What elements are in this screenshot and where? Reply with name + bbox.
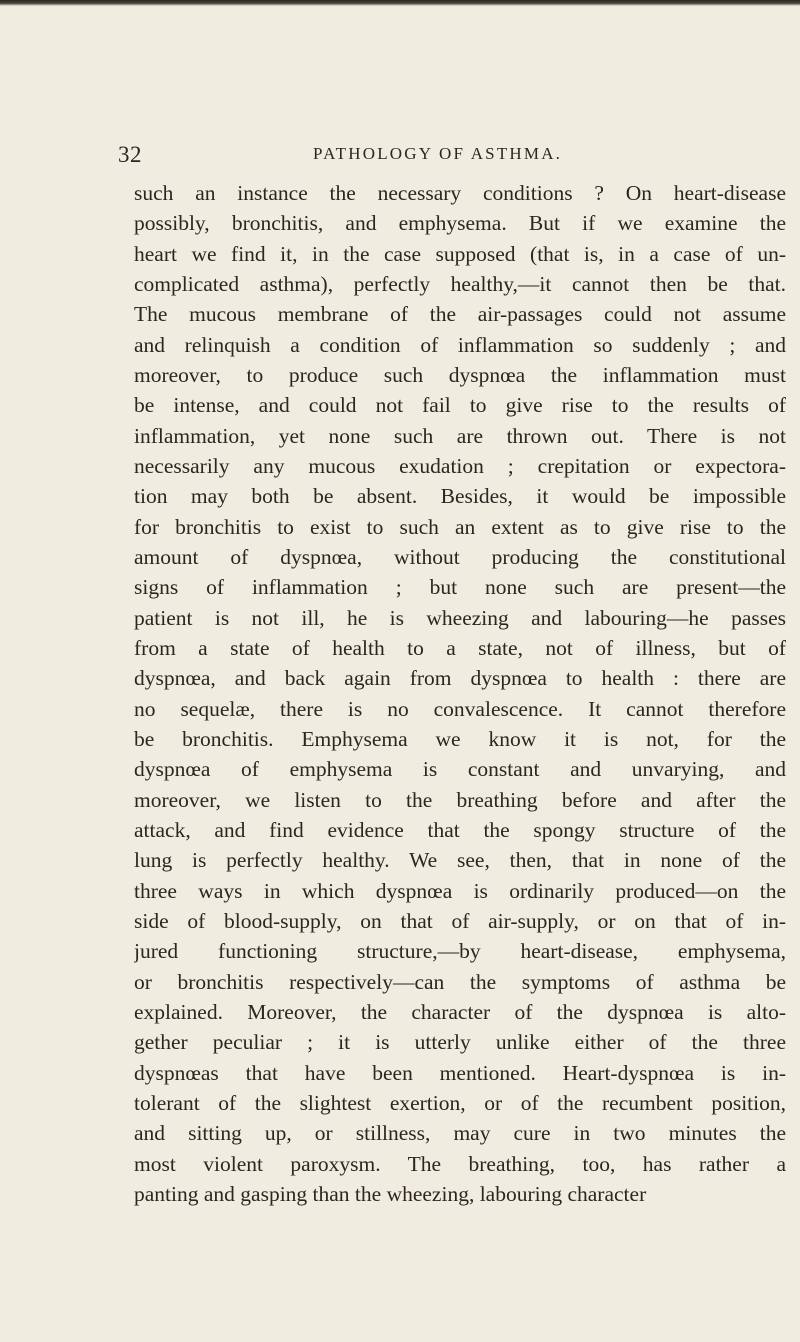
text-line: dyspnœa, and back again from dyspnœa to health : there are xyxy=(134,666,786,691)
text-line: gether peculiar ; it is utterly unlike either of the three xyxy=(134,1030,786,1055)
text-line: side of blood-supply, on that of air-supply, or on that of in- xyxy=(134,908,786,933)
text-line: tion may both be absent. Besides, it would be impossible xyxy=(134,484,786,509)
text-line: amount of dyspnœa, without producing the constitutional xyxy=(134,544,786,569)
text-line: for bronchitis to exist to such an extent as to give rise to the xyxy=(134,514,786,539)
text-line: or bronchitis respectively—can the symptoms of asthma be xyxy=(134,969,786,994)
text-line: complicated asthma), perfectly healthy,—it cannot then be that. xyxy=(134,271,786,296)
page-top-edge xyxy=(0,0,800,6)
text-line: moreover, to produce such dyspnœa the inflammation must xyxy=(134,362,786,387)
text-line: moreover, we listen to the breathing before and after the xyxy=(134,787,786,812)
text-line: no sequelæ, there is no convalescence. It cannot therefore xyxy=(134,696,786,721)
running-head: PATHOLOGY OF ASTHMA. xyxy=(313,144,563,163)
text-line: attack, and find evidence that the spongy structure of the xyxy=(134,817,786,842)
text-line: from a state of health to a state, not of illness, but of xyxy=(134,635,786,660)
text-line: explained. Moreover, the character of the dyspnœa is alto- xyxy=(134,999,786,1024)
text-line: dyspnœas that have been mentioned. Heart-dyspnœa is in- xyxy=(134,1060,786,1085)
text-line: possibly, bronchitis, and emphysema. But if we examine the xyxy=(134,211,786,236)
body-text xyxy=(134,178,786,1209)
text-line: lung is perfectly healthy. We see, then, that in none of the xyxy=(134,848,786,873)
text-line: inflammation, yet none such are thrown out. There is not xyxy=(134,423,786,448)
text-line: and relinquish a condition of inflammation so suddenly ; and xyxy=(134,332,786,357)
text-line: such an instance the necessary conditions ? On heart-disease xyxy=(134,181,786,205)
text-line: signs of inflammation ; but none such are present—the xyxy=(134,575,786,600)
page-number: 32 xyxy=(118,142,142,167)
text-line: three ways in which dyspnœa is ordinarily produced—on the xyxy=(134,878,786,903)
text-line: tolerant of the slightest exertion, or of the recumbent position, xyxy=(134,1090,786,1115)
text-line: and sitting up, or stillness, may cure in two minutes the xyxy=(134,1121,786,1146)
text-line: patient is not ill, he is wheezing and labouring—he passes xyxy=(134,605,786,630)
text-line: most violent paroxysm. The breathing, too, has rather a xyxy=(134,1151,786,1176)
text-line: be intense, and could not fail to give rise to the results of xyxy=(134,393,786,418)
text-line: heart we find it, in the case supposed (that is, in a case of un- xyxy=(134,241,786,266)
text-line: be bronchitis. Emphysema we know it is not, for the xyxy=(134,726,786,751)
text-line: panting and gasping than the wheezing, labouring character xyxy=(134,1181,647,1206)
text-line: jured functioning structure,—by heart-disease, emphysema, xyxy=(134,939,786,964)
page-header xyxy=(118,142,778,172)
text-line: necessarily any mucous exudation ; crepitation or expectora- xyxy=(134,453,786,478)
text-line: The mucous membrane of the air-passages could not assume xyxy=(134,302,786,327)
text-line: dyspnœa of emphysema is constant and unvarying, and xyxy=(134,757,786,782)
